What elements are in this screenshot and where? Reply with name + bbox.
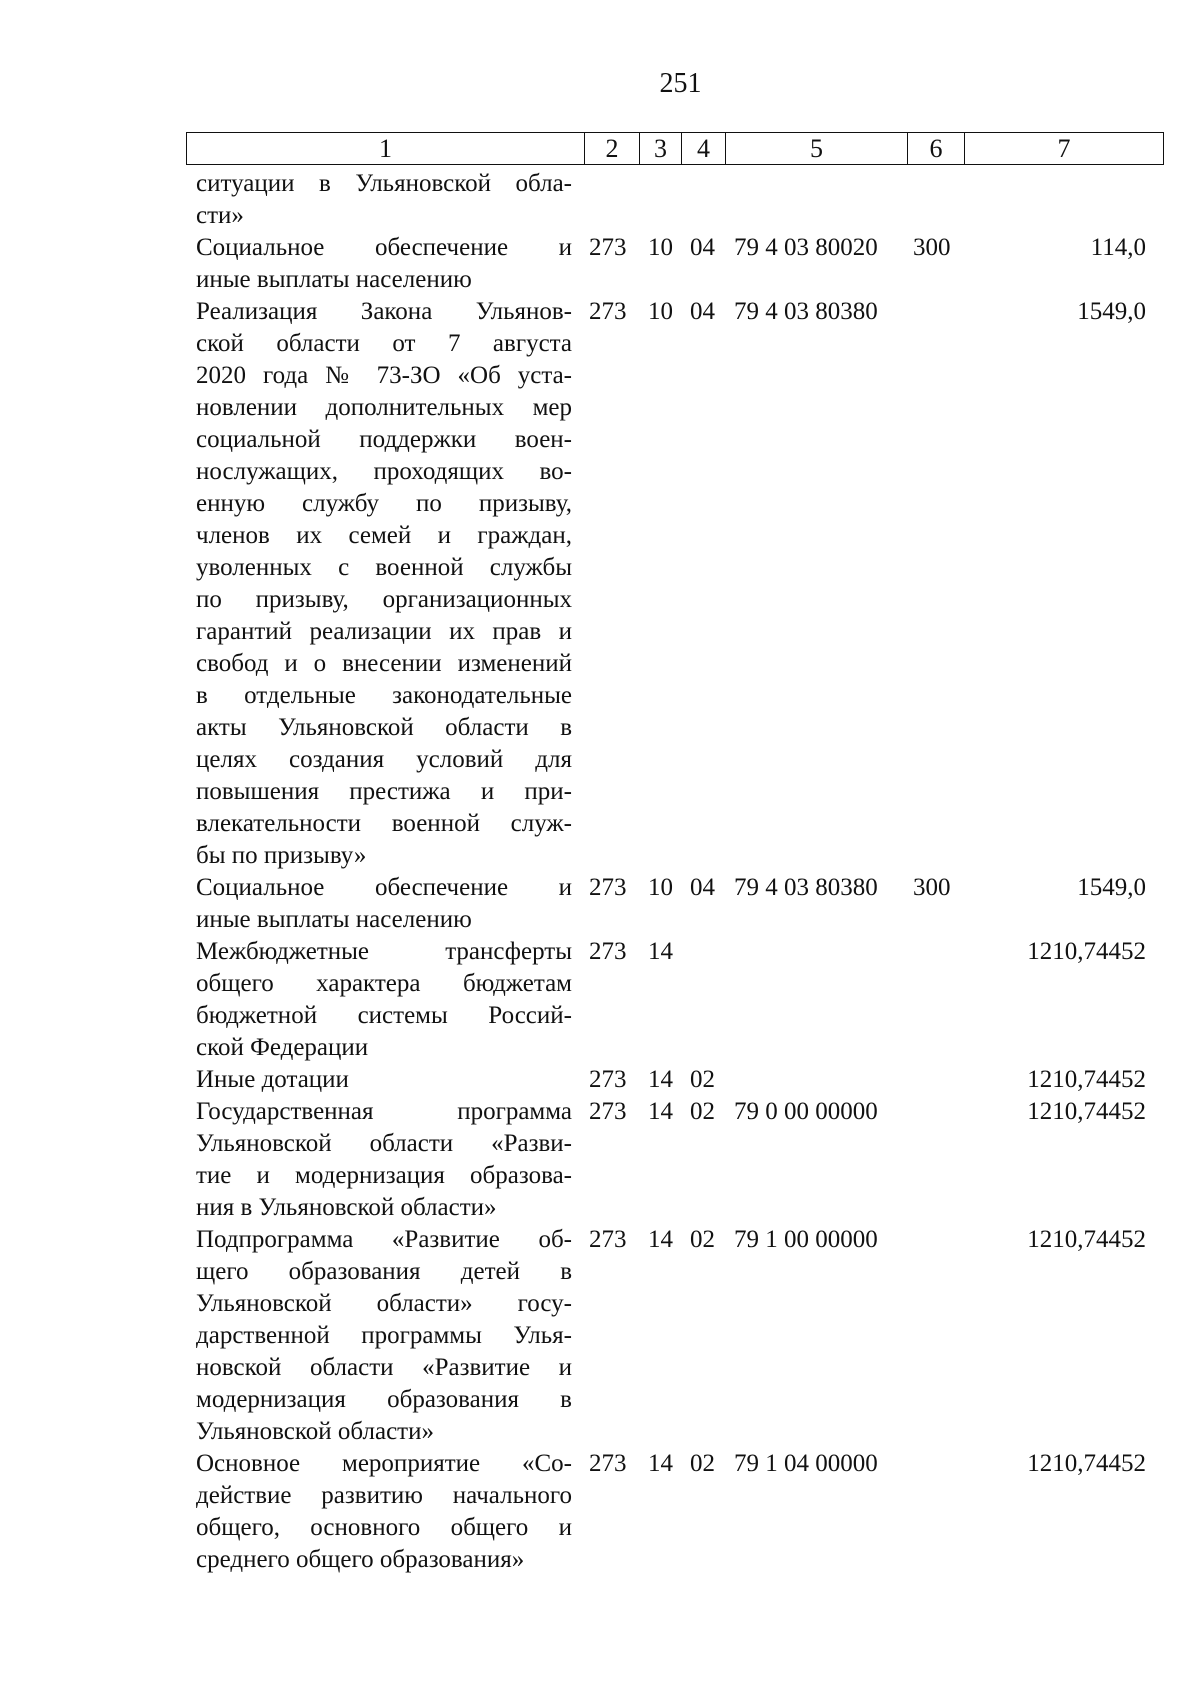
description-line: щего образования детей в: [196, 1258, 572, 1285]
budget-table-body: [196, 168, 1156, 1576]
column-header-5: 5: [726, 133, 908, 165]
description-line: ской области от 7 августа: [196, 330, 572, 357]
description-line: новской области «Развитие и: [196, 1354, 572, 1381]
section-code: 14: [648, 1098, 673, 1125]
row-codes: [196, 872, 1156, 904]
subsection-code: 04: [690, 298, 715, 325]
description-line: влекательности военной служ-: [196, 810, 572, 837]
amount: 1549,0: [1077, 874, 1146, 901]
row-codes: [196, 1064, 1156, 1096]
description-line: социальной поддержки воен-: [196, 426, 572, 453]
description-line: членов их семей и граждан,: [196, 522, 572, 549]
table-row: [196, 232, 1156, 296]
subsection-code: 02: [690, 1226, 715, 1253]
target-article-code: 79 4 03 80020: [734, 234, 878, 261]
description-line: общего, основного общего и: [196, 1514, 572, 1541]
description-line: гарантий реализации их прав и: [196, 618, 572, 645]
table-row: [196, 872, 1156, 936]
gr-code: 273: [589, 874, 627, 901]
description-line: Реализация Закона Ульянов-: [196, 298, 572, 325]
description-line: иные выплаты населению: [196, 906, 472, 933]
description-line: иные выплаты населению: [196, 266, 472, 293]
description-line: по призыву, организационных: [196, 586, 572, 613]
description-line: новлении дополнительных мер: [196, 394, 572, 421]
expense-type-code: 300: [913, 234, 951, 261]
row-codes: [196, 296, 1156, 328]
page-number: 251: [659, 68, 702, 99]
table-row: [196, 296, 1156, 872]
description-line: дарственной программы Улья-: [196, 1322, 572, 1349]
description-line: целях создания условий для: [196, 746, 572, 773]
description-line: Социальное обеспечение и: [196, 874, 572, 901]
subsection-code: 02: [690, 1450, 715, 1477]
gr-code: 273: [589, 298, 627, 325]
description-line: нослужащих, проходящих во-: [196, 458, 572, 485]
column-header-3: 3: [640, 133, 682, 165]
description-line: Ульяновской области «Разви-: [196, 1130, 572, 1157]
description-line: сти»: [196, 202, 244, 229]
description-line: ской Федерации: [196, 1034, 369, 1061]
target-article-code: 79 4 03 80380: [734, 298, 878, 325]
gr-code: 273: [589, 234, 627, 261]
section-code: 10: [648, 874, 673, 901]
column-header-2: 2: [585, 133, 640, 165]
column-header-1: 1: [187, 133, 585, 165]
description-line: акты Ульяновской области в: [196, 714, 572, 741]
section-code: 14: [648, 938, 673, 965]
row-codes: [196, 168, 1156, 200]
amount: 1210,74452: [1027, 1098, 1146, 1125]
row-codes: [196, 232, 1156, 264]
table-row: [196, 1096, 1156, 1224]
description-line: общего характера бюджетам: [196, 970, 572, 997]
table-row: [196, 168, 1156, 232]
description-line: Основное мероприятие «Со-: [196, 1450, 572, 1477]
amount: 1210,74452: [1027, 1450, 1146, 1477]
amount: 1549,0: [1077, 298, 1146, 325]
description-line: действие развитию начального: [196, 1482, 572, 1509]
description-line: бы по призыву»: [196, 842, 367, 869]
table-row: [196, 1064, 1156, 1096]
description-line: Иные дотации: [196, 1066, 349, 1093]
column-header-7: 7: [965, 133, 1164, 165]
section-code: 10: [648, 298, 673, 325]
description-line: свобод и о внесении изменений: [196, 650, 572, 677]
table-row: [196, 1224, 1156, 1448]
gr-code: 273: [589, 1226, 627, 1253]
description-line: среднего общего образования»: [196, 1546, 525, 1573]
target-article-code: 79 0 00 00000: [734, 1098, 878, 1125]
gr-code: 273: [589, 938, 627, 965]
description-line: уволенных с военной службы: [196, 554, 572, 581]
description-line: бюджетной системы Россий-: [196, 1002, 572, 1029]
target-article-code: 79 1 04 00000: [734, 1450, 878, 1477]
section-code: 14: [648, 1450, 673, 1477]
column-header-table: [186, 132, 1164, 165]
description-line: Ульяновской области» госу-: [196, 1290, 572, 1317]
description-line: Ульяновской области»: [196, 1418, 434, 1445]
section-code: 14: [648, 1066, 673, 1093]
gr-code: 273: [589, 1098, 627, 1125]
description-line: в отдельные законодательные: [196, 682, 572, 709]
row-codes: [196, 936, 1156, 968]
description-line: ситуации в Ульяновской обла-: [196, 170, 572, 197]
subsection-code: 04: [690, 234, 715, 261]
amount: 1210,74452: [1027, 1066, 1146, 1093]
subsection-code: 02: [690, 1066, 715, 1093]
amount: 1210,74452: [1027, 938, 1146, 965]
table-row: [196, 936, 1156, 1064]
section-code: 14: [648, 1226, 673, 1253]
row-codes: [196, 1096, 1156, 1128]
row-codes: [196, 1448, 1156, 1480]
target-article-code: 79 1 00 00000: [734, 1226, 878, 1253]
section-code: 10: [648, 234, 673, 261]
description-line: Межбюджетные трансферты: [196, 938, 572, 965]
column-header-6: 6: [908, 133, 965, 165]
gr-code: 273: [589, 1450, 627, 1477]
column-header-4: 4: [682, 133, 726, 165]
description-line: повышения престижа и при-: [196, 778, 572, 805]
row-description: [196, 296, 572, 872]
subsection-code: 04: [690, 874, 715, 901]
description-line: Подпрограмма «Развитие об-: [196, 1226, 572, 1253]
description-line: Государственная программа: [196, 1098, 572, 1125]
description-line: модернизация образования в: [196, 1386, 572, 1413]
description-line: енную службу по призыву,: [196, 490, 572, 517]
description-line: ния в Ульяновской области»: [196, 1194, 497, 1221]
amount: 114,0: [1090, 234, 1146, 261]
target-article-code: 79 4 03 80380: [734, 874, 878, 901]
table-row: [196, 1448, 1156, 1576]
row-codes: [196, 1224, 1156, 1256]
description-line: тие и модернизация образова-: [196, 1162, 572, 1189]
amount: 1210,74452: [1027, 1226, 1146, 1253]
description-line: 2020 года № 73-ЗО «Об уста-: [196, 362, 572, 389]
expense-type-code: 300: [913, 874, 951, 901]
row-description: [196, 1224, 572, 1448]
subsection-code: 02: [690, 1098, 715, 1125]
description-line: Социальное обеспечение и: [196, 234, 572, 261]
gr-code: 273: [589, 1066, 627, 1093]
